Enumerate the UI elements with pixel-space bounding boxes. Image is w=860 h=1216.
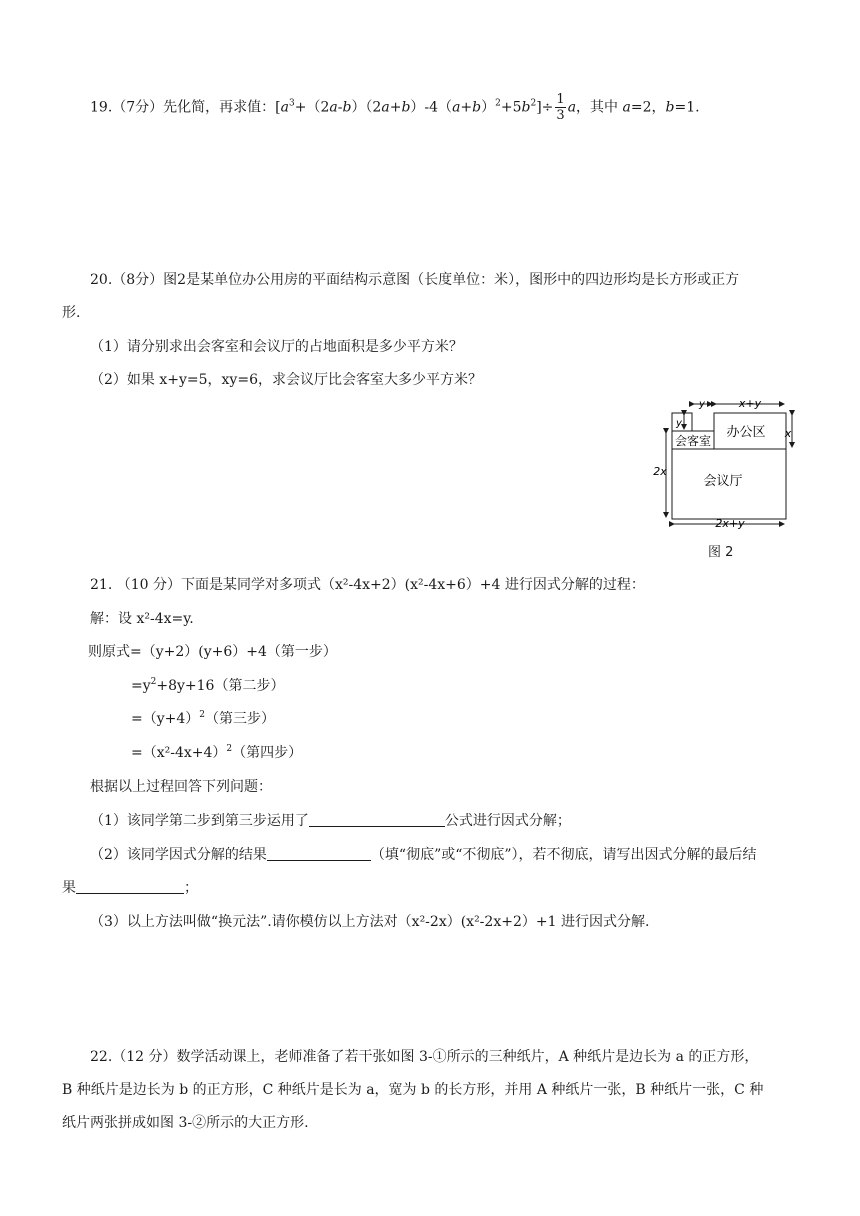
var-b: b	[401, 99, 411, 116]
figure-2-caption: 图 2	[708, 545, 734, 560]
answer-blank-2[interactable]	[267, 846, 371, 861]
q21-sub1	[90, 811, 571, 831]
q19-expr: +5	[500, 99, 522, 116]
q22-line1: 22.（12 分）数学活动课上，老师准备了若干张如图 3-①所示的三种纸片，A 种纸片是边长为 a 的正方形，	[90, 1049, 759, 1065]
var-b: b	[472, 99, 482, 116]
room-hall-label: 会议厅	[703, 474, 743, 489]
var-b: b	[342, 99, 352, 116]
op: +	[389, 99, 402, 116]
q19-expr: [	[275, 99, 281, 116]
sub-text: （填“彻底”或“不彻底”），若不彻底，请写出因式分解的最后结	[370, 847, 757, 863]
var-a: a	[381, 99, 390, 116]
label-2x-plus-y: 2x+y	[715, 517, 745, 530]
q20-line1: 20.（8分）图2是某单位办公用房的平面结构示意图（长度单位：米），图形中的四边形均是长方形或正方	[90, 272, 740, 288]
room-office-label: 办公区	[726, 425, 766, 440]
q21-step2	[131, 709, 275, 729]
q19-expr: ）-4（	[410, 99, 453, 116]
q21-prompt: 根据以上过程回答下列问题：	[90, 779, 272, 795]
step-text: +8y+16（第二步）	[156, 678, 285, 694]
sub-text: （2）该同学因式分解的结果	[90, 847, 267, 863]
fraction-one-third	[555, 92, 565, 123]
q19-expr: +（2	[294, 99, 330, 116]
q19-expr: ]÷	[536, 99, 554, 116]
sub-text: （1）该同学第二步到第三步运用了	[90, 813, 309, 829]
q22-line3: 纸片两张拼成如图 3-②所示的大正方形.	[62, 1115, 309, 1131]
var-a: a	[622, 99, 631, 116]
sup: 2	[226, 744, 233, 754]
label-y-left: y	[676, 418, 682, 429]
q19-head: 19.（7分）先化简，再求值：	[90, 99, 276, 116]
sup: 2	[530, 98, 537, 109]
q21-sub2	[90, 845, 757, 865]
step-text: （第三步）	[205, 711, 276, 727]
sup: 2	[199, 710, 206, 720]
var-a: a	[329, 99, 338, 116]
q21-sub3: （3）以上方法叫做“换元法”.请你模仿以上方法对（x²-2x）(x²-2x+2）+1 进行因式分解.	[90, 914, 650, 930]
q22-line2: B 种纸片是边长为 b 的正方形，C 种纸片是长为 a，宽为 b 的长方形，并用 A 种纸片一张，B 种纸片一张，C 种	[62, 1082, 764, 1098]
small-square	[672, 413, 692, 431]
var-b: b	[521, 99, 531, 116]
q19-tail: =2，	[630, 99, 666, 116]
sup: 2	[150, 677, 157, 687]
q21-solution: 解：设 x²-4x=y.	[90, 611, 194, 627]
question-19	[90, 92, 700, 123]
sup: 3	[289, 98, 295, 109]
q20-sub2: （2）如果 x+y=5，xy=6，求会议厅比会客室大多少平方米？	[90, 372, 482, 388]
label-x-plus-y: x+y	[738, 397, 762, 410]
frac-num: 1	[556, 92, 565, 107]
sub-text: ；	[184, 880, 198, 896]
label-2x-left: 2x	[653, 465, 667, 478]
answer-blank-3[interactable]	[76, 879, 184, 894]
sup: 2	[495, 98, 501, 109]
step-text: =（y+4）	[131, 711, 200, 727]
q21-step3	[131, 743, 302, 763]
q19-tail: ，其中	[576, 99, 623, 116]
op: -	[337, 99, 343, 116]
label-x-right: x	[784, 427, 792, 440]
label-y-top: y	[699, 399, 705, 410]
var-b: b	[665, 99, 675, 116]
q19-expr: ）（2	[351, 99, 382, 116]
q21-step1	[131, 676, 284, 696]
q21-sub2-cont	[62, 878, 198, 898]
answer-blank-1[interactable]	[309, 812, 445, 827]
q21-step0: 则原式=（y+2）(y+6）+4（第一步）	[88, 644, 337, 660]
q20-sub1: （1）请分别求出会客室和会议厅的占地面积是多少平方米？	[90, 339, 463, 355]
q21-head: 21. （10 分）下面是某同学对多项式（x²-4x+2）(x²-4x+6）+4 进行因式分解的过程：	[90, 577, 645, 593]
sub-text: 果	[62, 880, 76, 896]
step-text: =（x²-4x+4）	[131, 745, 227, 761]
floor-plan-figure	[650, 395, 800, 530]
op: +	[460, 99, 473, 116]
frac-den: 3	[556, 108, 565, 123]
var-a: a	[280, 99, 289, 116]
var-a: a	[567, 99, 577, 116]
sub-text: 公式进行因式分解；	[444, 813, 571, 829]
step-text: （第四步）	[232, 745, 303, 761]
step-text: =y	[131, 678, 151, 694]
q20-line2: 形.	[62, 305, 81, 321]
q19-tail: =1.	[674, 99, 700, 116]
room-reception-label: 会客室	[674, 434, 712, 448]
var-a: a	[452, 99, 461, 116]
q19-expr: ）	[481, 99, 496, 116]
